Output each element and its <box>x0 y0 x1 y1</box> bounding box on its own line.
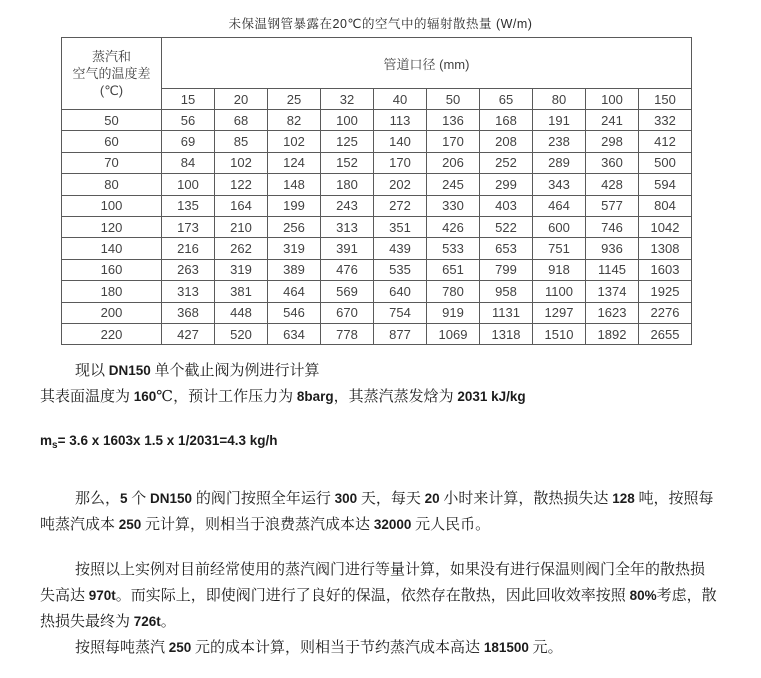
text-run: = 3.6 x 1603x 1.5 x 1/2031=4.3 kg/h <box>57 433 278 449</box>
text-run: 。而实际上，即使阀门进行了良好的保温，依然存在散热，因此回收效率按照 <box>115 588 630 605</box>
table-row <box>62 152 692 173</box>
heat-loss-value-cell: 245 <box>427 174 480 195</box>
heat-loss-value-cell: 206 <box>427 152 480 173</box>
corner-line-2: 空气的温度差 <box>72 66 151 81</box>
heat-loss-value-cell: 1131 <box>480 302 533 323</box>
text-run: 250 <box>168 640 192 656</box>
text-run: 按照以上实例对目前经常使用的蒸汽阀门进行等量计算，如果没有进行保温则阀门全年的散热损失高达 <box>40 562 706 605</box>
heat-loss-value-cell: 85 <box>215 131 268 152</box>
heat-loss-value-cell: 136 <box>427 110 480 131</box>
heat-loss-value-cell: 243 <box>321 195 374 216</box>
heat-loss-value-cell: 191 <box>533 110 586 131</box>
heat-loss-value-cell: 877 <box>374 323 427 344</box>
heat-loss-value-cell: 298 <box>586 131 639 152</box>
heat-loss-value-cell: 56 <box>162 110 215 131</box>
temp-diff-cell: 200 <box>62 302 162 323</box>
paragraph-annual-loss <box>40 486 719 538</box>
body-text <box>40 358 719 661</box>
table-row <box>62 110 692 131</box>
heat-loss-value-cell: 533 <box>427 238 480 259</box>
table-row <box>62 238 692 259</box>
heat-loss-value-cell: 391 <box>321 238 374 259</box>
heat-loss-value-cell: 780 <box>427 281 480 302</box>
heat-loss-value-cell: 412 <box>639 131 692 152</box>
header-row-1 <box>62 38 692 89</box>
heat-loss-value-cell: 202 <box>374 174 427 195</box>
diameter-header-cell: 50 <box>427 89 480 110</box>
table-row <box>62 259 692 280</box>
table-body <box>62 110 692 345</box>
heat-loss-value-cell: 1042 <box>639 216 692 237</box>
heat-loss-value-cell: 210 <box>215 216 268 237</box>
heat-loss-value-cell: 125 <box>321 131 374 152</box>
heat-loss-value-cell: 522 <box>480 216 533 237</box>
text-run: 其表面温度为 <box>40 389 134 406</box>
heat-loss-value-cell: 289 <box>533 152 586 173</box>
table-row <box>62 195 692 216</box>
table-row <box>62 281 692 302</box>
heat-loss-value-cell: 426 <box>427 216 480 237</box>
heat-loss-value-cell: 778 <box>321 323 374 344</box>
heat-loss-value-cell: 1623 <box>586 302 639 323</box>
table-row <box>62 131 692 152</box>
temp-diff-cell: 70 <box>62 152 162 173</box>
text-run: 按照每吨蒸汽 <box>75 640 169 657</box>
text-run: 970t <box>88 588 116 604</box>
heat-loss-value-cell: 252 <box>480 152 533 173</box>
text-run: 单个截止阀为例进行计算 <box>150 363 320 380</box>
text-run: ，其蒸汽蒸发焓为 <box>333 389 458 406</box>
table-row <box>62 302 692 323</box>
text-run: 2031 kJ/kg <box>457 389 526 405</box>
text-run: 元。 <box>528 640 563 657</box>
text-run: 元人民币。 <box>411 517 491 534</box>
diameter-header-cell: 32 <box>321 89 374 110</box>
diameter-header-cell: 65 <box>480 89 533 110</box>
heat-loss-value-cell: 256 <box>268 216 321 237</box>
text-run: 。 <box>160 614 176 631</box>
heat-loss-value-cell: 746 <box>586 216 639 237</box>
temp-diff-cell: 80 <box>62 174 162 195</box>
heat-loss-value-cell: 164 <box>215 195 268 216</box>
formula-line <box>40 428 719 459</box>
temp-diff-cell: 140 <box>62 238 162 259</box>
heat-loss-value-cell: 476 <box>321 259 374 280</box>
table-row <box>62 323 692 344</box>
heat-loss-value-cell: 199 <box>268 195 321 216</box>
heat-loss-value-cell: 1374 <box>586 281 639 302</box>
heat-loss-value-cell: 2276 <box>639 302 692 323</box>
heat-loss-value-cell: 332 <box>639 110 692 131</box>
heat-loss-value-cell: 1297 <box>533 302 586 323</box>
heat-loss-value-cell: 140 <box>374 131 427 152</box>
temp-diff-cell: 160 <box>62 259 162 280</box>
heat-loss-value-cell: 113 <box>374 110 427 131</box>
heat-loss-value-cell: 799 <box>480 259 533 280</box>
text-run: 726t <box>133 614 161 630</box>
heat-loss-value-cell: 500 <box>639 152 692 173</box>
heat-loss-value-cell: 569 <box>321 281 374 302</box>
temp-diff-cell: 60 <box>62 131 162 152</box>
text-run: 现以 <box>75 363 109 380</box>
text-run: DN150 <box>108 363 151 379</box>
heat-loss-value-cell: 122 <box>215 174 268 195</box>
text-run: 5 <box>120 491 128 507</box>
heat-loss-value-cell: 428 <box>586 174 639 195</box>
heat-loss-value-cell: 653 <box>480 238 533 259</box>
heat-loss-value-cell: 262 <box>215 238 268 259</box>
heat-loss-value-cell: 651 <box>427 259 480 280</box>
heat-loss-value-cell: 634 <box>268 323 321 344</box>
text-run: 128 <box>612 491 635 507</box>
paragraph-equivalent-calc <box>40 557 719 635</box>
heat-loss-value-cell: 313 <box>162 281 215 302</box>
heat-loss-value-cell: 241 <box>586 110 639 131</box>
heat-loss-value-cell: 520 <box>215 323 268 344</box>
table-title: 未保温钢管暴露在20℃的空气中的辐射散热量 (W/m) <box>228 17 533 31</box>
text-run: 个 <box>127 491 151 508</box>
heat-loss-value-cell: 1069 <box>427 323 480 344</box>
heat-loss-value-cell: 1892 <box>586 323 639 344</box>
heat-loss-table <box>61 37 692 345</box>
heat-loss-value-cell: 1100 <box>533 281 586 302</box>
heat-loss-value-cell: 381 <box>215 281 268 302</box>
text-run: m <box>40 433 53 449</box>
paragraph-conditions <box>40 384 719 410</box>
heat-loss-value-cell: 936 <box>586 238 639 259</box>
text-run: 160 <box>133 389 157 405</box>
corner-header-cell <box>62 38 162 110</box>
heat-loss-value-cell: 464 <box>533 195 586 216</box>
text-run: 80% <box>629 588 657 604</box>
corner-line-1: 蒸汽和 <box>91 49 131 64</box>
diameter-header-cell: 80 <box>533 89 586 110</box>
heat-loss-value-cell: 100 <box>162 174 215 195</box>
heat-loss-value-cell: 1925 <box>639 281 692 302</box>
heat-loss-value-cell: 448 <box>215 302 268 323</box>
text-run: 元计算，则相当于浪费蒸汽成本达 <box>141 517 374 534</box>
text-run: 32000 <box>373 517 412 533</box>
heat-loss-value-cell: 577 <box>586 195 639 216</box>
heat-loss-value-cell: 152 <box>321 152 374 173</box>
text-run: 8barg <box>296 389 334 405</box>
heat-loss-value-cell: 100 <box>321 110 374 131</box>
heat-loss-value-cell: 330 <box>427 195 480 216</box>
heat-loss-value-cell: 594 <box>639 174 692 195</box>
heat-loss-value-cell: 918 <box>533 259 586 280</box>
heat-loss-value-cell: 69 <box>162 131 215 152</box>
heat-loss-value-cell: 439 <box>374 238 427 259</box>
heat-loss-value-cell: 1308 <box>639 238 692 259</box>
text-run: 元的成本计算，则相当于节约蒸汽成本高达 <box>191 640 484 657</box>
heat-loss-value-cell: 313 <box>321 216 374 237</box>
table-row <box>62 216 692 237</box>
heat-loss-value-cell: 1510 <box>533 323 586 344</box>
heat-loss-value-cell: 170 <box>374 152 427 173</box>
heat-loss-value-cell: 351 <box>374 216 427 237</box>
table-row <box>62 174 692 195</box>
text-run: 那么， <box>75 491 121 508</box>
temp-diff-cell: 100 <box>62 195 162 216</box>
diameter-header-cell: 15 <box>162 89 215 110</box>
document-page <box>0 14 761 678</box>
heat-loss-value-cell: 84 <box>162 152 215 173</box>
corner-line-3: (℃) <box>99 83 124 98</box>
text-run: 181500 <box>483 640 529 656</box>
heat-loss-value-cell: 68 <box>215 110 268 131</box>
text-run: 的阀门按照全年运行 <box>192 491 335 508</box>
heat-loss-value-cell: 958 <box>480 281 533 302</box>
heat-loss-value-cell: 368 <box>162 302 215 323</box>
heat-loss-value-cell: 216 <box>162 238 215 259</box>
heat-loss-value-cell: 360 <box>586 152 639 173</box>
heat-loss-value-cell: 272 <box>374 195 427 216</box>
heat-loss-value-cell: 754 <box>374 302 427 323</box>
text-run: 300 <box>334 491 358 507</box>
heat-loss-value-cell: 124 <box>268 152 321 173</box>
text-run: s <box>52 440 58 452</box>
heat-loss-value-cell: 180 <box>321 174 374 195</box>
temp-diff-cell: 50 <box>62 110 162 131</box>
text-run: 250 <box>118 517 142 533</box>
text-run: ℃，预计工作压力为 <box>156 389 297 406</box>
heat-loss-value-cell: 343 <box>533 174 586 195</box>
heat-loss-value-cell: 135 <box>162 195 215 216</box>
diameter-header-cell: 40 <box>374 89 427 110</box>
heat-loss-value-cell: 535 <box>374 259 427 280</box>
heat-loss-value-cell: 427 <box>162 323 215 344</box>
heat-loss-value-cell: 102 <box>268 131 321 152</box>
paragraph-savings <box>40 635 719 661</box>
heat-loss-value-cell: 2655 <box>639 323 692 344</box>
text-run: 考虑，散热损失最终为 <box>40 588 717 631</box>
heat-loss-value-cell: 299 <box>480 174 533 195</box>
temp-diff-cell: 220 <box>62 323 162 344</box>
heat-loss-value-cell: 403 <box>480 195 533 216</box>
temp-diff-cell: 180 <box>62 281 162 302</box>
text-run: 吨，按照每吨蒸汽成本 <box>40 491 714 534</box>
heat-loss-value-cell: 319 <box>268 238 321 259</box>
heat-loss-value-cell: 804 <box>639 195 692 216</box>
heat-loss-value-cell: 389 <box>268 259 321 280</box>
heat-loss-value-cell: 208 <box>480 131 533 152</box>
heat-loss-value-cell: 670 <box>321 302 374 323</box>
heat-loss-value-cell: 1603 <box>639 259 692 280</box>
heat-loss-value-cell: 1145 <box>586 259 639 280</box>
heat-loss-value-cell: 319 <box>215 259 268 280</box>
pipe-diameter-header: 管道口径 (mm) <box>162 38 692 89</box>
diameter-header-cell: 150 <box>639 89 692 110</box>
text-run: 20 <box>424 491 440 507</box>
text-run: DN150 <box>150 491 193 507</box>
heat-loss-value-cell: 919 <box>427 302 480 323</box>
heat-loss-value-cell: 263 <box>162 259 215 280</box>
paragraph-example-intro <box>40 358 719 384</box>
temp-diff-cell: 120 <box>62 216 162 237</box>
heat-loss-value-cell: 238 <box>533 131 586 152</box>
text-run: 天，每天 <box>357 491 425 508</box>
heat-loss-value-cell: 168 <box>480 110 533 131</box>
heat-loss-value-cell: 1318 <box>480 323 533 344</box>
heat-loss-value-cell: 148 <box>268 174 321 195</box>
heat-loss-value-cell: 102 <box>215 152 268 173</box>
diameter-header-cell: 25 <box>268 89 321 110</box>
heat-loss-value-cell: 600 <box>533 216 586 237</box>
heat-loss-value-cell: 82 <box>268 110 321 131</box>
diameter-header-cell: 100 <box>586 89 639 110</box>
heat-loss-value-cell: 546 <box>268 302 321 323</box>
heat-loss-value-cell: 464 <box>268 281 321 302</box>
heat-loss-value-cell: 173 <box>162 216 215 237</box>
heat-loss-value-cell: 640 <box>374 281 427 302</box>
heat-loss-value-cell: 170 <box>427 131 480 152</box>
diameter-header-cell: 20 <box>215 89 268 110</box>
heat-loss-value-cell: 751 <box>533 238 586 259</box>
text-run: 小时来计算，散热损失达 <box>439 491 613 508</box>
